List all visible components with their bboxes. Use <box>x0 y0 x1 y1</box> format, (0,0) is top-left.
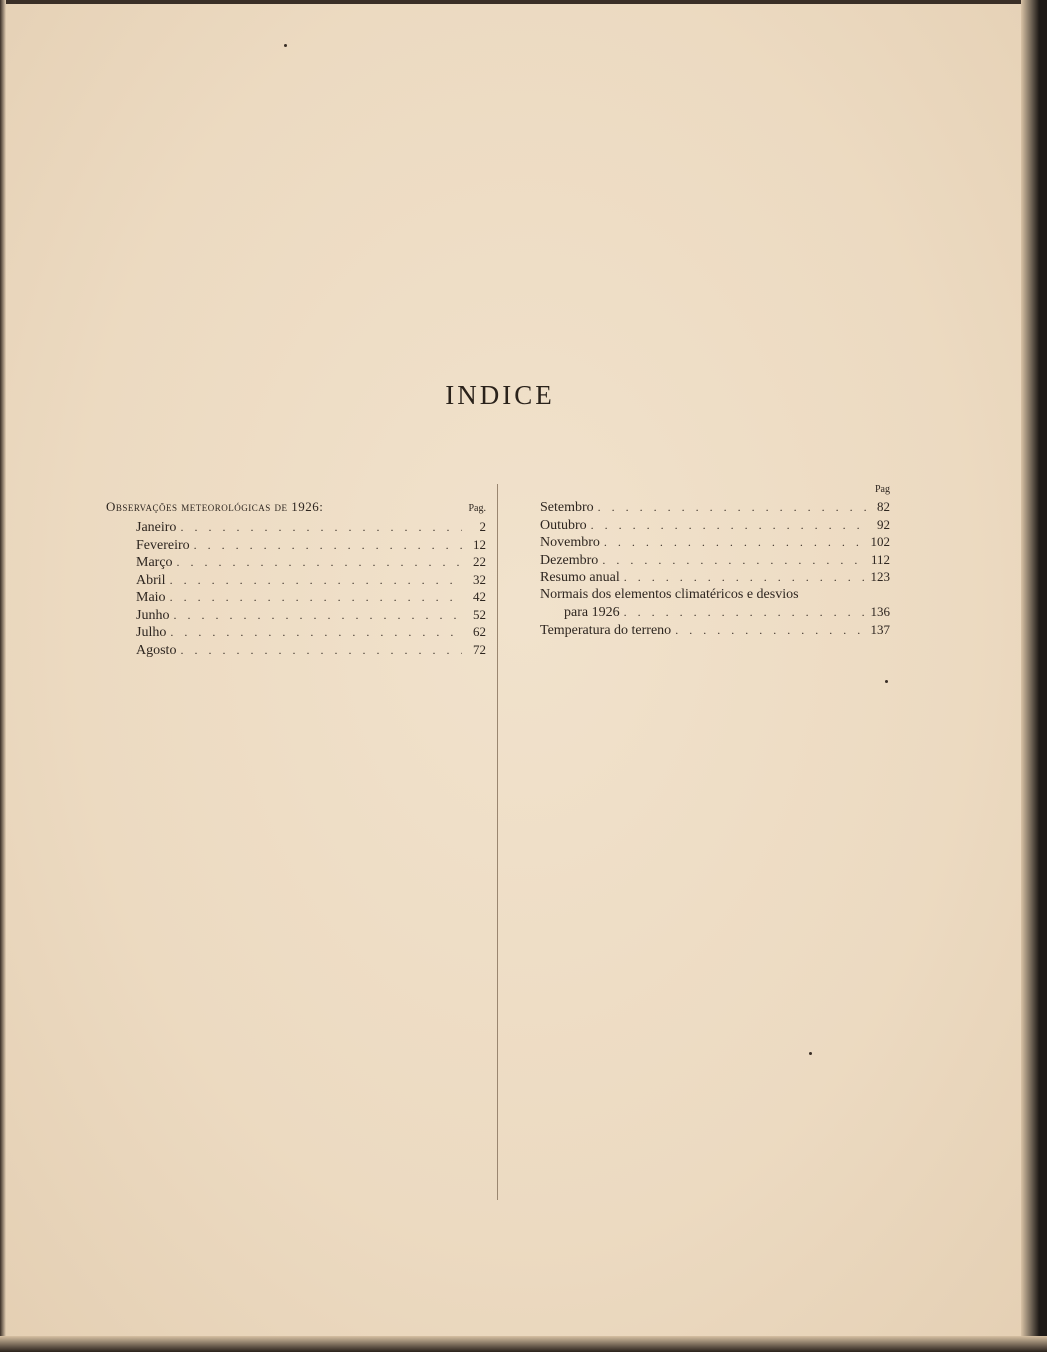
dot-leader <box>624 569 866 587</box>
dot-leader <box>675 622 866 640</box>
dot-leader <box>602 552 866 570</box>
toc-entry <box>106 571 486 589</box>
toc-entry-page: 52 <box>473 606 486 622</box>
paper-speck <box>284 44 287 47</box>
toc-entry-page: 137 <box>870 621 890 637</box>
toc-entry <box>540 498 890 516</box>
toc-entry-label-continuation: para 1926 <box>564 605 620 620</box>
toc-entry-page: 112 <box>870 551 890 567</box>
toc-entry-label: Setembro <box>540 500 594 515</box>
dot-leader <box>624 604 866 622</box>
dot-leader <box>180 642 462 660</box>
scan-edge-right <box>1021 0 1047 1352</box>
toc-entry-label: Novembro <box>540 535 600 550</box>
toc-entry-label: Julho <box>136 625 167 640</box>
dot-leader <box>170 589 462 607</box>
toc-entry-label: Março <box>136 555 173 570</box>
toc-entry <box>540 516 890 534</box>
dot-leader <box>194 537 462 555</box>
toc-entry <box>106 588 486 606</box>
toc-entry-label: Dezembro <box>540 552 599 568</box>
toc-entry-page: 32 <box>473 571 486 587</box>
dot-leader <box>591 517 866 535</box>
dot-leader <box>177 554 462 572</box>
toc-entry-label: Janeiro <box>136 520 177 535</box>
toc-section-header <box>106 496 486 518</box>
toc-entry-label: Outubro <box>540 517 587 533</box>
toc-entry-label: Resumo anual <box>540 570 620 585</box>
column-divider <box>497 484 498 1200</box>
toc-entry <box>540 551 890 569</box>
toc-entry-page: 82 <box>877 499 890 514</box>
page-title: INDICE <box>445 380 555 411</box>
toc-entry <box>540 533 890 551</box>
dot-leader <box>173 607 462 625</box>
scan-edge-bottom <box>0 1336 1047 1352</box>
scan-edge-left <box>0 0 6 1352</box>
scan-edge-top <box>0 0 1047 4</box>
toc-entry-label: Abril <box>136 572 166 588</box>
toc-entry <box>106 623 486 641</box>
toc-entry-page: 72 <box>473 641 486 657</box>
dot-leader <box>598 499 866 517</box>
toc-entry <box>540 586 890 604</box>
page-column-label: Pag <box>875 484 890 495</box>
toc-entry-page: 42 <box>473 589 486 604</box>
toc-entry-page: 136 <box>870 604 890 619</box>
toc-entry-label: Normais dos elementos climatéricos e desvios <box>540 586 799 602</box>
toc-entry-continuation <box>540 603 890 621</box>
dot-leader <box>170 624 462 642</box>
toc-entry-page: 102 <box>870 534 890 549</box>
toc-entry <box>106 641 486 659</box>
toc-entry-label: Fevereiro <box>136 537 190 553</box>
toc-left-column <box>106 496 486 658</box>
toc-entry <box>540 621 890 639</box>
toc-entry <box>106 536 486 554</box>
toc-entry-label: Junho <box>136 607 170 623</box>
section-title: Observações meteorológicas de 1926: <box>106 499 324 514</box>
toc-entry-page: 62 <box>473 624 486 639</box>
toc-entry-label: Temperatura do terreno <box>540 622 672 638</box>
toc-entry-label: Maio <box>136 590 166 605</box>
toc-entry <box>106 606 486 624</box>
dot-leader <box>170 572 462 590</box>
toc-entry <box>106 553 486 571</box>
toc-entry-page: 92 <box>877 516 890 532</box>
page-column-label: Pag. <box>468 503 486 514</box>
toc-entry <box>106 518 486 536</box>
toc-entry-page: 22 <box>473 554 486 569</box>
toc-right-column <box>540 482 890 638</box>
toc-entry-page: 123 <box>870 569 890 584</box>
dot-leader <box>180 519 462 537</box>
paper-speck <box>885 680 888 683</box>
dot-leader <box>604 534 866 552</box>
toc-entry-page: 2 <box>479 519 486 534</box>
toc-entry <box>540 568 890 586</box>
toc-entry-label: Agosto <box>136 642 177 658</box>
toc-entry-page: 12 <box>473 536 486 552</box>
paper-speck <box>809 1052 812 1055</box>
